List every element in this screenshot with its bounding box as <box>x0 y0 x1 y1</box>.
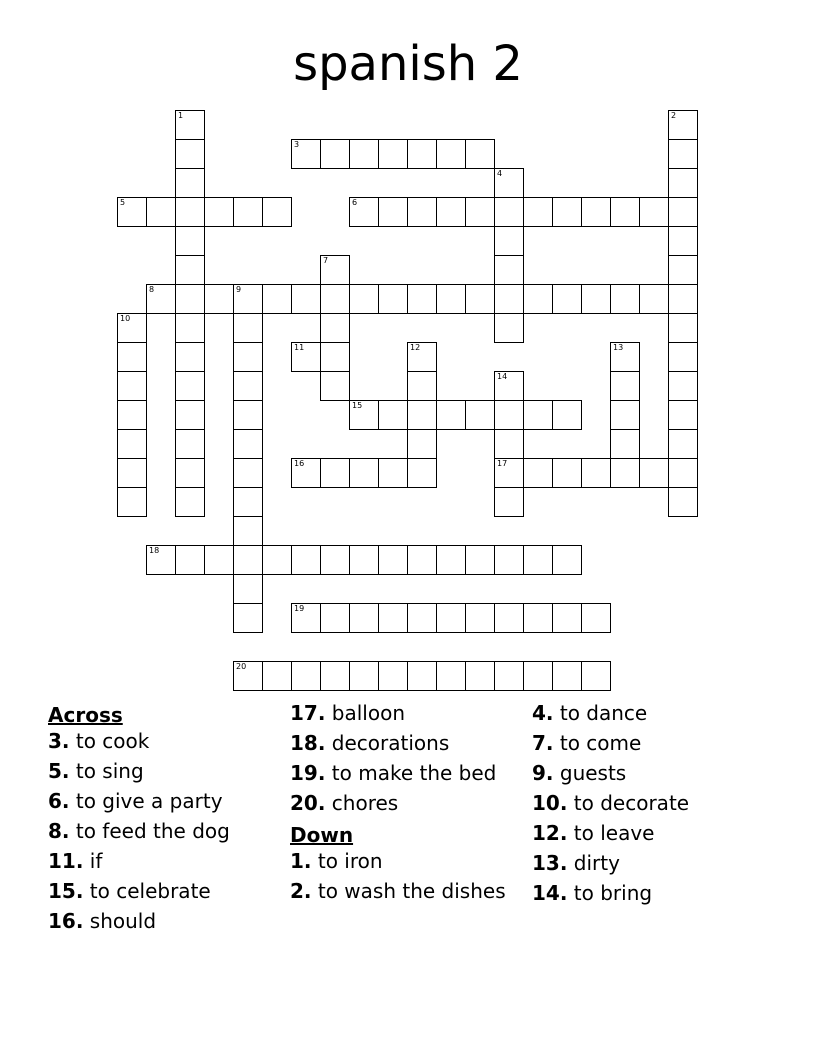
grid-cell[interactable] <box>668 487 698 517</box>
clue-text: guests <box>553 761 627 785</box>
grid-cell[interactable] <box>668 168 698 198</box>
grid-cell[interactable] <box>233 516 263 546</box>
clue-text: to celebrate <box>83 879 211 903</box>
grid-cell[interactable] <box>233 603 263 633</box>
clue-text: should <box>83 909 157 933</box>
down-clue <box>532 761 762 785</box>
grid-cell[interactable] <box>262 661 292 691</box>
grid-cell[interactable] <box>146 545 176 575</box>
grid-cell[interactable] <box>175 545 205 575</box>
grid-cell[interactable] <box>407 458 437 488</box>
grid-cell[interactable] <box>349 197 379 227</box>
grid-cell[interactable] <box>349 603 379 633</box>
cell-number: 9 <box>236 285 242 294</box>
down-clue <box>532 851 762 875</box>
grid-cell[interactable] <box>523 661 553 691</box>
grid-cell[interactable] <box>407 139 437 169</box>
grid-cell[interactable] <box>668 342 698 372</box>
cell-number: 3 <box>294 140 300 149</box>
clue-number: 9. <box>532 761 554 785</box>
grid-cell[interactable] <box>146 284 176 314</box>
down-clue <box>290 879 520 903</box>
grid-cell[interactable] <box>378 661 408 691</box>
clue-text: to feed the dog <box>69 819 230 843</box>
clue-number: 12. <box>532 821 568 845</box>
grid-cell[interactable] <box>233 487 263 517</box>
clue-text: to decorate <box>567 791 690 815</box>
down-clue <box>532 881 762 905</box>
clue-text: to iron <box>311 849 383 873</box>
grid-cell[interactable] <box>639 197 669 227</box>
grid-cell[interactable] <box>175 342 205 372</box>
clue-number: 4. <box>532 701 554 725</box>
grid-cell[interactable] <box>175 458 205 488</box>
grid-cell[interactable] <box>204 197 234 227</box>
grid-cell[interactable] <box>175 226 205 256</box>
grid-cell[interactable] <box>175 139 205 169</box>
clue-number: 1. <box>290 849 312 873</box>
across-clue <box>48 879 278 903</box>
grid-cell[interactable] <box>639 458 669 488</box>
cell-number: 6 <box>352 198 358 207</box>
grid-cell[interactable] <box>668 255 698 285</box>
cell-number: 8 <box>149 285 155 294</box>
grid-cell[interactable] <box>465 661 495 691</box>
grid-cell[interactable] <box>407 197 437 227</box>
grid-cell[interactable] <box>436 603 466 633</box>
grid-cell[interactable] <box>494 197 524 227</box>
grid-cell[interactable] <box>378 458 408 488</box>
grid-cell[interactable] <box>552 603 582 633</box>
grid-cell[interactable] <box>610 284 640 314</box>
grid-cell[interactable] <box>523 545 553 575</box>
grid-cell[interactable] <box>465 197 495 227</box>
cell-number: 19 <box>294 604 305 613</box>
clue-number: 17. <box>290 701 326 725</box>
grid-cell[interactable] <box>175 197 205 227</box>
grid-cell[interactable] <box>523 197 553 227</box>
grid-cell[interactable] <box>175 371 205 401</box>
down-clue <box>532 731 762 755</box>
grid-cell[interactable] <box>175 400 205 430</box>
grid-cell[interactable] <box>175 110 205 140</box>
clues-column-3 <box>532 701 762 911</box>
grid-cell[interactable] <box>175 284 205 314</box>
grid-cell[interactable] <box>668 371 698 401</box>
grid-cell[interactable] <box>407 661 437 691</box>
clue-number: 6. <box>48 789 70 813</box>
grid-cell[interactable] <box>291 342 321 372</box>
grid-cell[interactable] <box>378 545 408 575</box>
clue-text: to give a party <box>69 789 223 813</box>
across-clue <box>48 849 278 873</box>
grid-cell[interactable] <box>552 661 582 691</box>
cell-number: 17 <box>497 459 508 468</box>
cell-number: 16 <box>294 459 305 468</box>
grid-cell[interactable] <box>523 458 553 488</box>
cell-number: 4 <box>497 169 503 178</box>
clue-number: 18. <box>290 731 326 755</box>
grid-cell[interactable] <box>436 197 466 227</box>
clue-number: 20. <box>290 791 326 815</box>
clue-text: to sing <box>69 759 144 783</box>
across-heading: Across <box>48 703 123 727</box>
grid-cell[interactable] <box>523 284 553 314</box>
grid-cell[interactable] <box>175 255 205 285</box>
grid-cell[interactable] <box>204 545 234 575</box>
clues-column-2 <box>290 701 520 909</box>
grid-cell[interactable] <box>494 458 524 488</box>
grid-cell[interactable] <box>291 284 321 314</box>
grid-cell[interactable] <box>233 545 263 575</box>
down-heading: Down <box>290 823 354 847</box>
grid-cell[interactable] <box>494 226 524 256</box>
grid-cell[interactable] <box>610 458 640 488</box>
across-clue <box>290 701 520 725</box>
clue-text: if <box>83 849 103 873</box>
cell-number: 1 <box>178 111 184 120</box>
down-clue <box>290 849 520 873</box>
grid-cell[interactable] <box>552 400 582 430</box>
grid-cell[interactable] <box>465 545 495 575</box>
clue-number: 2. <box>290 879 312 903</box>
clues-section <box>48 701 788 961</box>
grid-cell[interactable] <box>552 458 582 488</box>
grid-cell[interactable] <box>117 197 147 227</box>
grid-cell[interactable] <box>668 429 698 459</box>
grid-cell[interactable] <box>610 342 640 372</box>
grid-cell[interactable] <box>349 545 379 575</box>
grid-cell[interactable] <box>146 197 176 227</box>
grid-cell[interactable] <box>465 139 495 169</box>
grid-cell[interactable] <box>494 284 524 314</box>
grid-cell[interactable] <box>233 313 263 343</box>
grid-cell[interactable] <box>407 545 437 575</box>
grid-cell[interactable] <box>552 545 582 575</box>
grid-cell[interactable] <box>552 284 582 314</box>
clue-text: to dance <box>553 701 648 725</box>
clue-text: to cook <box>69 729 150 753</box>
cell-number: 20 <box>236 662 247 671</box>
grid-cell[interactable] <box>320 545 350 575</box>
grid-cell[interactable] <box>436 545 466 575</box>
grid-cell[interactable] <box>291 458 321 488</box>
grid-cell[interactable] <box>668 139 698 169</box>
grid-cell[interactable] <box>610 400 640 430</box>
grid-cell[interactable] <box>349 400 379 430</box>
grid-cell[interactable] <box>378 139 408 169</box>
grid-cell[interactable] <box>233 458 263 488</box>
grid-cell[interactable] <box>465 284 495 314</box>
grid-cell[interactable] <box>175 487 205 517</box>
grid-cell[interactable] <box>117 313 147 343</box>
grid-cell[interactable] <box>291 545 321 575</box>
grid-cell[interactable] <box>610 429 640 459</box>
grid-cell[interactable] <box>523 400 553 430</box>
grid-cell[interactable] <box>494 661 524 691</box>
grid-cell[interactable] <box>117 458 147 488</box>
cell-number: 14 <box>497 372 508 381</box>
grid-cell[interactable] <box>117 342 147 372</box>
grid-cell[interactable] <box>668 400 698 430</box>
grid-cell[interactable] <box>117 400 147 430</box>
grid-cell[interactable] <box>494 429 524 459</box>
grid-cell[interactable] <box>320 284 350 314</box>
cell-number: 11 <box>294 343 305 352</box>
across-clue <box>48 729 278 753</box>
grid-cell[interactable] <box>610 371 640 401</box>
grid-cell[interactable] <box>262 284 292 314</box>
grid-cell[interactable] <box>349 284 379 314</box>
grid-cell[interactable] <box>233 429 263 459</box>
grid-cell[interactable] <box>610 197 640 227</box>
across-clue <box>290 731 520 755</box>
grid-cell[interactable] <box>291 661 321 691</box>
grid-cell[interactable] <box>523 603 553 633</box>
grid-cell[interactable] <box>494 255 524 285</box>
cell-number: 5 <box>120 198 126 207</box>
clue-text: to make the bed <box>325 761 497 785</box>
grid-cell[interactable] <box>349 661 379 691</box>
grid-cell[interactable] <box>291 139 321 169</box>
grid-cell[interactable] <box>233 342 263 372</box>
grid-cell[interactable] <box>378 197 408 227</box>
grid-cell[interactable] <box>581 458 611 488</box>
grid-cell[interactable] <box>233 197 263 227</box>
grid-cell[interactable] <box>378 400 408 430</box>
across-clue <box>48 819 278 843</box>
grid-cell[interactable] <box>581 284 611 314</box>
grid-cell[interactable] <box>494 400 524 430</box>
grid-cell[interactable] <box>407 371 437 401</box>
grid-cell[interactable] <box>233 400 263 430</box>
clue-text: balloon <box>325 701 406 725</box>
clue-text: dirty <box>567 851 620 875</box>
grid-cell[interactable] <box>436 400 466 430</box>
clue-text: to bring <box>567 881 653 905</box>
grid-cell[interactable] <box>436 661 466 691</box>
grid-cell[interactable] <box>117 371 147 401</box>
grid-cell[interactable] <box>320 139 350 169</box>
across-clue <box>48 759 278 783</box>
grid-cell[interactable] <box>262 197 292 227</box>
cell-number: 15 <box>352 401 363 410</box>
grid-cell[interactable] <box>175 313 205 343</box>
across-clue <box>48 789 278 813</box>
grid-cell[interactable] <box>320 603 350 633</box>
clue-number: 15. <box>48 879 84 903</box>
cell-number: 2 <box>671 111 677 120</box>
grid-cell[interactable] <box>494 313 524 343</box>
grid-cell[interactable] <box>320 371 350 401</box>
grid-cell[interactable] <box>668 313 698 343</box>
grid-cell[interactable] <box>117 487 147 517</box>
clue-number: 8. <box>48 819 70 843</box>
grid-cell[interactable] <box>407 603 437 633</box>
cell-number: 13 <box>613 343 624 352</box>
clue-text: to come <box>553 731 642 755</box>
grid-cell[interactable] <box>494 371 524 401</box>
grid-cell[interactable] <box>117 429 147 459</box>
clue-number: 11. <box>48 849 84 873</box>
grid-cell[interactable] <box>668 197 698 227</box>
across-clue <box>290 761 520 785</box>
across-clue <box>290 791 520 815</box>
grid-cell[interactable] <box>349 139 379 169</box>
grid-cell[interactable] <box>668 110 698 140</box>
clue-number: 7. <box>532 731 554 755</box>
clue-number: 13. <box>532 851 568 875</box>
down-clue <box>532 791 762 815</box>
puzzle-title: spanish 2 <box>293 36 523 92</box>
grid-cell[interactable] <box>233 284 263 314</box>
clue-number: 14. <box>532 881 568 905</box>
grid-cell[interactable] <box>407 400 437 430</box>
grid-cell[interactable] <box>407 284 437 314</box>
down-clue <box>532 821 762 845</box>
clue-number: 5. <box>48 759 70 783</box>
grid-cell[interactable] <box>291 603 321 633</box>
grid-cell[interactable] <box>668 226 698 256</box>
clue-number: 3. <box>48 729 70 753</box>
grid-cell[interactable] <box>668 458 698 488</box>
clue-number: 10. <box>532 791 568 815</box>
clue-number: 19. <box>290 761 326 785</box>
grid-cell[interactable] <box>320 313 350 343</box>
grid-cell[interactable] <box>436 139 466 169</box>
grid-cell[interactable] <box>320 255 350 285</box>
grid-cell[interactable] <box>581 661 611 691</box>
grid-cell[interactable] <box>668 284 698 314</box>
grid-cell[interactable] <box>175 168 205 198</box>
grid-cell[interactable] <box>233 661 263 691</box>
grid-cell[interactable] <box>465 603 495 633</box>
grid-cell[interactable] <box>639 284 669 314</box>
cell-number: 12 <box>410 343 421 352</box>
grid-cell[interactable] <box>407 429 437 459</box>
clue-text: to leave <box>567 821 655 845</box>
grid-cell[interactable] <box>552 197 582 227</box>
clue-text: to wash the dishes <box>311 879 506 903</box>
grid-cell[interactable] <box>494 487 524 517</box>
grid-cell[interactable] <box>233 574 263 604</box>
grid-cell[interactable] <box>175 429 205 459</box>
grid-cell[interactable] <box>494 603 524 633</box>
grid-cell[interactable] <box>262 545 292 575</box>
clues-column-1 <box>48 701 278 939</box>
grid-cell[interactable] <box>320 458 350 488</box>
grid-cell[interactable] <box>378 603 408 633</box>
grid-cell[interactable] <box>465 400 495 430</box>
cell-number: 10 <box>120 314 131 323</box>
grid-cell[interactable] <box>436 284 466 314</box>
clue-number: 16. <box>48 909 84 933</box>
cell-number: 7 <box>323 256 329 265</box>
across-clue <box>48 909 278 933</box>
grid-cell[interactable] <box>233 371 263 401</box>
grid-cell[interactable] <box>204 284 234 314</box>
grid-cell[interactable] <box>581 603 611 633</box>
grid-cell[interactable] <box>349 458 379 488</box>
clue-text: decorations <box>325 731 450 755</box>
grid-cell[interactable] <box>581 197 611 227</box>
grid-cell[interactable] <box>320 661 350 691</box>
grid-cell[interactable] <box>494 545 524 575</box>
grid-cell[interactable] <box>494 168 524 198</box>
down-clue <box>532 701 762 725</box>
grid-cell[interactable] <box>320 342 350 372</box>
clue-text: chores <box>325 791 399 815</box>
cell-number: 18 <box>149 546 160 555</box>
grid-cell[interactable] <box>407 342 437 372</box>
grid-cell[interactable] <box>378 284 408 314</box>
